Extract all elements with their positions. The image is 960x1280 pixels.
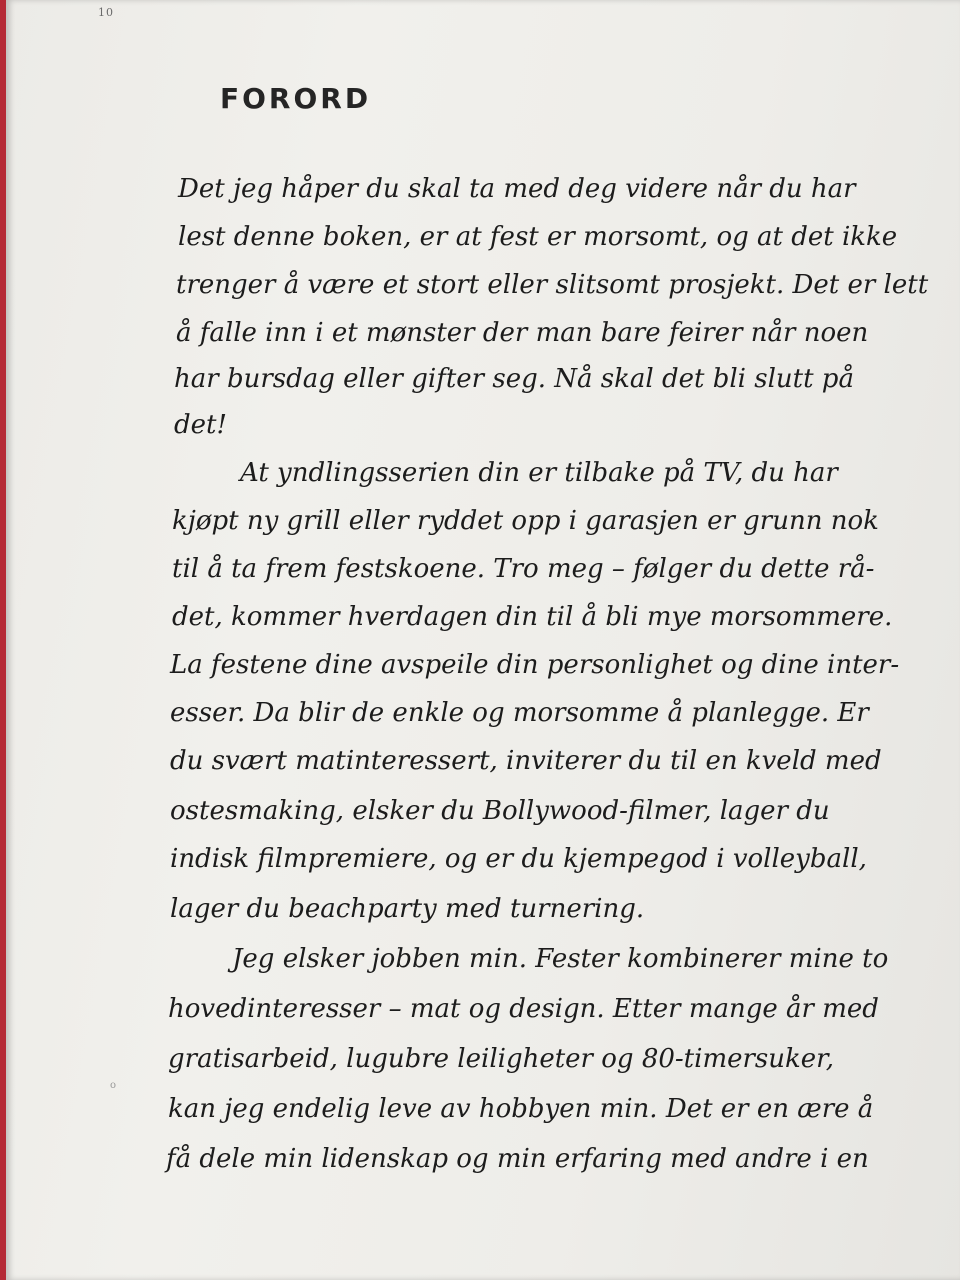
text-line: til å ta frem festskoene. Tro meg – følger du dette rå- [172,554,875,584]
text-line: trenger å være et stort eller slitsomt prosjekt. Det er lett [176,270,929,300]
text-line: esser. Da blir de enkle og morsomme å planlegge. Er [170,698,869,728]
text-line: det, kommer hverdagen din til å bli mye morsommere. [172,602,893,632]
text-line: lest denne boken, er at fest er morsomt, og at det ikke [178,222,898,252]
book-page [6,0,960,1280]
text-line: ostesmaking, elsker du Bollywood-filmer, lager du [170,796,830,826]
text-line: du svært matinteressert, inviterer du til en kveld med [170,746,882,776]
text-line: lager du beachparty med turnering. [170,894,645,924]
text-line: La festene dine avspeile din personlighet og dine inter- [170,650,900,680]
text-line: Det jeg håper du skal ta med deg videre når du har [178,174,856,204]
text-line: Jeg elsker jobben min. Fester kombinerer mine to [232,944,889,974]
chapter-heading: FORORD [220,82,372,115]
text-line: å falle inn i et mønster der man bare feirer når noen [176,318,869,348]
text-line: gratisarbeid, lugubre leiligheter og 80-timersuker, [168,1044,834,1074]
text-line: har bursdag eller gifter seg. Nå skal det bli slutt på [174,364,854,394]
text-line: indisk filmpremiere, og er du kjempegod i volleyball, [170,844,867,874]
text-line: få dele min lidenskap og min erfaring med andre i en [166,1144,869,1174]
text-line: hovedinteresser – mat og design. Etter mange år med [168,994,879,1024]
page-number: 10 [98,6,114,19]
text-line: kjøpt ny grill eller ryddet opp i garasjen er grunn nok [172,506,879,536]
body-text [6,0,960,1280]
text-line: kan jeg endelig leve av hobbyen min. Det er en ære å [168,1094,874,1124]
text-line: det! [174,410,227,440]
margin-mark: o [110,1080,117,1091]
text-line: At yndlingsserien din er tilbake på TV, du har [240,458,838,488]
